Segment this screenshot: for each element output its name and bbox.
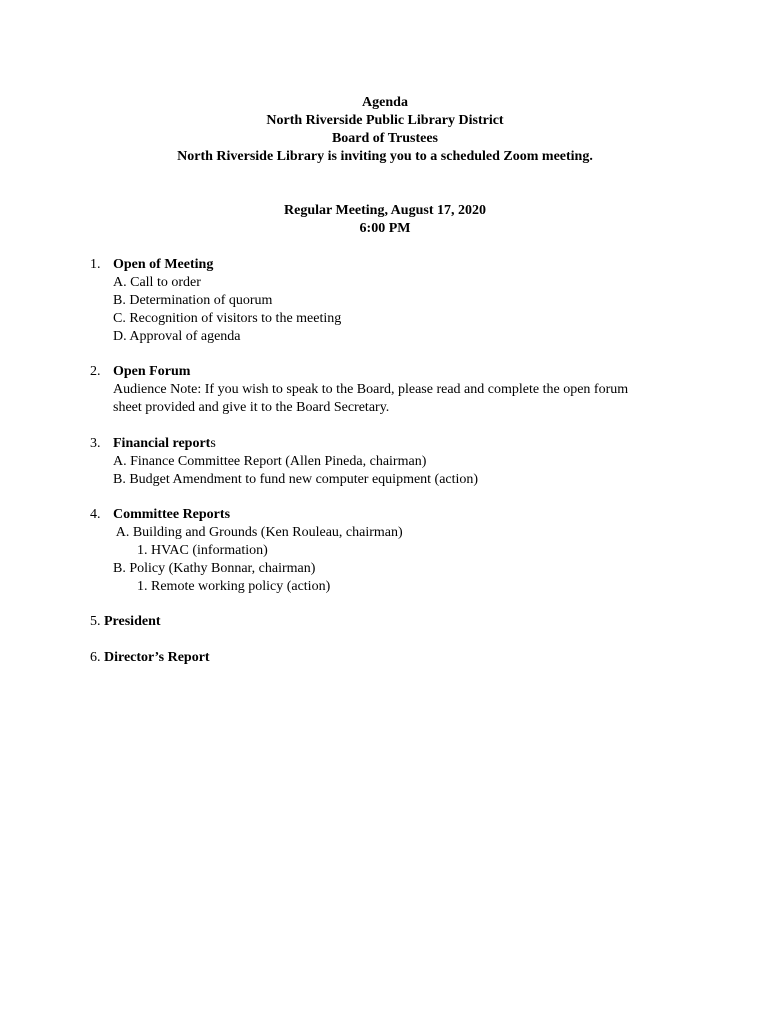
item-line: A. Building and Grounds (Ken Rouleau, chairman): [113, 525, 403, 540]
item-title-suffix: s: [210, 436, 216, 451]
item-line: B. Budget Amendment to fund new computer equipment (action): [113, 472, 479, 487]
item-subline: 1. HVAC (information): [137, 543, 268, 558]
organization-name: North Riverside Public Library District: [266, 113, 504, 128]
item-number: 5.: [90, 614, 101, 629]
zoom-invitation: North Riverside Library is inviting you to a scheduled Zoom meeting.: [177, 149, 593, 164]
meeting-title: Regular Meeting, August 17, 2020: [284, 203, 486, 218]
item-title-bold-part: Financial report: [113, 436, 211, 451]
item-number: 4.: [90, 507, 101, 522]
item-line: sheet provided and give it to the Board Secretary.: [113, 400, 390, 415]
item-6: [90, 649, 210, 667]
item-title-directors-report: Director’s Report: [104, 650, 210, 665]
item-number: 3.: [90, 436, 101, 451]
item-number: 2.: [90, 364, 101, 379]
item-title-financial-reports: [113, 435, 216, 453]
item-number: 6.: [90, 650, 101, 665]
item-number: 1.: [90, 257, 101, 272]
item-title-open-of-meeting: Open of Meeting: [113, 257, 214, 272]
item-line: B. Determination of quorum: [113, 293, 273, 308]
agenda-title: Agenda: [362, 95, 408, 110]
board-name: Board of Trustees: [331, 131, 439, 146]
item-title-open-forum: Open Forum: [113, 364, 191, 379]
item-line: C. Recognition of visitors to the meeting: [113, 311, 342, 326]
item-line: D. Approval of agenda: [113, 329, 241, 344]
item-subline: 1. Remote working policy (action): [137, 579, 331, 594]
item-title-committee-reports: Committee Reports: [113, 507, 231, 522]
item-line: A. Finance Committee Report (Allen Pineda, chairman): [113, 454, 427, 469]
meeting-time: 6:00 PM: [359, 221, 411, 236]
item-5: [90, 613, 161, 631]
item-line: A. Call to order: [113, 275, 201, 290]
item-line: B. Policy (Kathy Bonnar, chairman): [113, 561, 316, 576]
item-line: Audience Note: If you wish to speak to the Board, please read and complete the open forum: [113, 382, 629, 397]
item-title-president: President: [104, 614, 161, 629]
